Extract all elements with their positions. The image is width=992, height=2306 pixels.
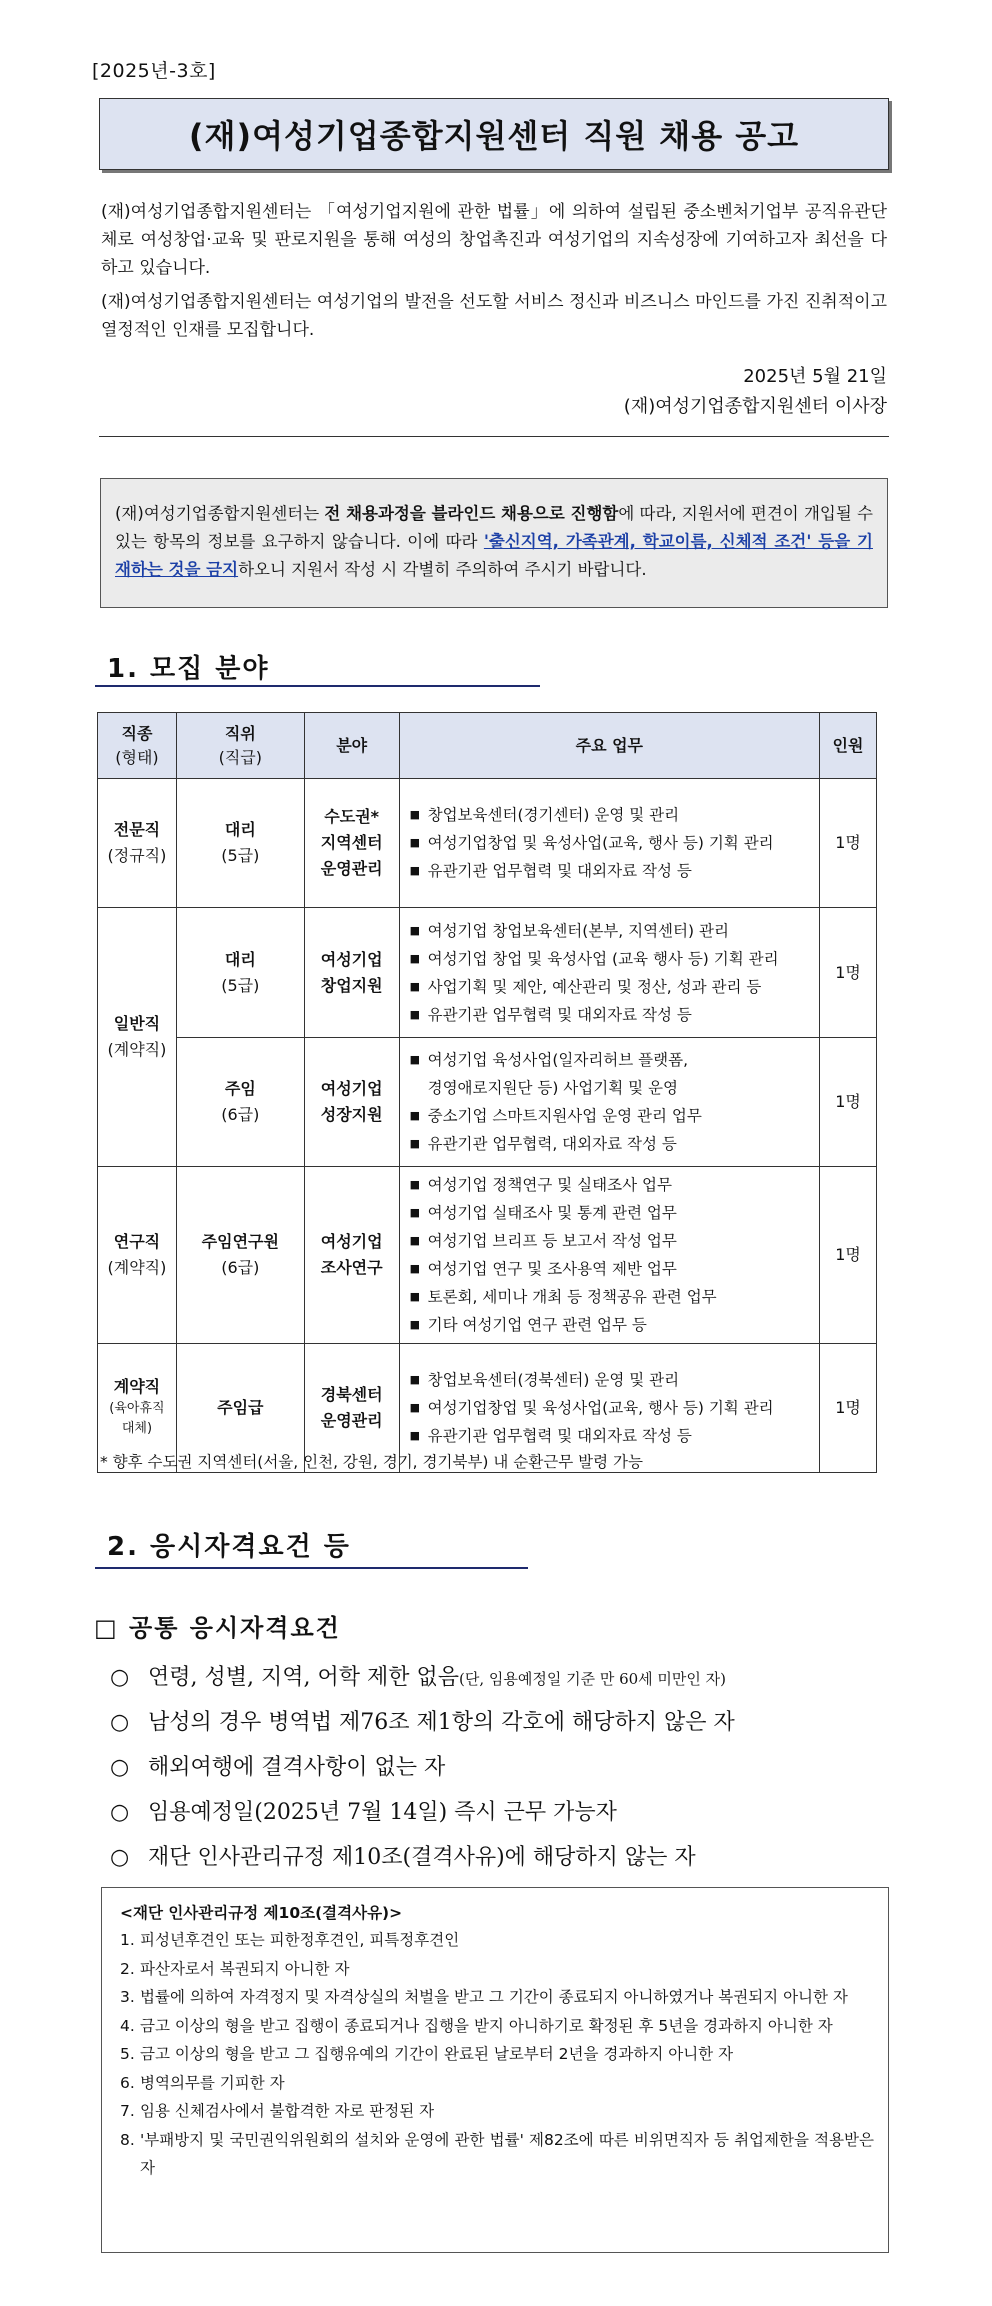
duty-item: ■ 창업보육센터(경북센터) 운영 및 관리 [410,1366,811,1394]
circle-bullet-icon: ○ [110,1800,130,1825]
rules-list [120,1926,874,2183]
table-row [98,779,877,908]
page-title-text: (재)여성기업종합지원센터 직원 채용 공고 [188,117,800,155]
section-1-title: 1. 모집 분야 [107,654,270,684]
duty-item: ■ 여성기업 정책연구 및 실태조사 업무 [410,1171,811,1199]
circle-bullet-icon: ○ [110,1755,130,1780]
requirements-list [110,1655,910,1880]
cell-type: 계약직 (육아휴직 대체) [98,1344,177,1473]
cell-position: 주임 (6급) [176,1038,304,1167]
blind-recruitment-notice [100,478,888,608]
list-item: ○ 재단 인사관리규정 제10조(결격사유)에 해당하지 않는 자 [110,1835,910,1880]
section-2-underline [95,1567,528,1569]
duty-item: ■ 여성기업 브리프 등 보고서 작성 업무 [410,1227,811,1255]
duty-item: ■ 창업보육센터(경기센터) 운영 및 관리 [410,801,811,829]
section-2-title: 2. 응시자격요건 등 [107,1532,351,1562]
duty-item-continued: 경영애로지원단 등) 사업기획 및 운영 [427,1079,678,1097]
duty-item: ■ 기타 여성기업 연구 관련 업무 등 [410,1311,811,1339]
header-duties: 주요 업무 [399,713,819,779]
common-requirements-heading: □ 공통 응시자격요건 [94,1614,341,1642]
list-item: ○ 연령, 성별, 지역, 어학 제한 없음(단, 임용예정일 기준 만 60세 미만인 자) [110,1655,910,1700]
disqualification-rules-box [101,1887,889,2253]
duty-item: ■ 여성기업 육성사업(일자리허브 플랫폼, [410,1046,811,1074]
duty-item: ■ 유관기관 업무협력, 대외자료 작성 등 [410,1130,811,1158]
rules-heading: <재단 인사관리규정 제10조(결격사유)> [120,1904,403,1922]
list-item: 8. '부패방지 및 국민권익위원회의 설치와 운영에 관한 법률' 제82조에 따른 비위면직자 등 취업제한을 적용받은 자 [120,2130,874,2177]
cell-field: 여성기업 조사연구 [304,1167,399,1344]
header-type: 직종 (형태) [98,713,177,779]
intro-paragraph-1: (재)여성기업종합지원센터는 「여성기업지원에 관한 법률」에 의하여 설립된 중소벤처기업부 공직유관단체로 여성창업·교육 및 판로지원을 통해 여성의 창업촉진과 여성기업의 지속성장에 기여하고자 최선을 다하고 있습니다. [101,202,887,278]
duty-item: ■ 토론회, 세미나 개최 등 정책공유 관련 업무 [410,1283,811,1311]
duty-item: ■ 여성기업 연구 및 조사용역 제반 업무 [410,1255,811,1283]
notice-text-1: (재)여성기업종합지원센터는 [115,504,325,523]
list-item: 5. 금고 이상의 형을 받고 그 집행유예의 기간이 완료된 날로부터 2년을 경과하지 아니한 자 [120,2045,734,2063]
list-item: 6. 병역의무를 기피한 자 [120,2073,285,2092]
duty-item: ■ 중소기업 스마트지원사업 운영 관리 업무 [410,1102,811,1130]
table-header-row [98,713,877,779]
notice-text-2: 에 따라, 지원서에 편견이 개입될 수 있는 항목의 정보를 요구하지 않습니다. 이에 따라 [115,504,873,551]
duty-item: ■ 유관기관 업무협력 및 대외자료 작성 등 [410,857,811,885]
cell-count: 1명 [820,1038,877,1167]
cell-count: 1명 [820,779,877,908]
cell-field: 여성기업 성장지원 [304,1038,399,1167]
divider [99,436,889,437]
issue-number: [2025년-3호] [92,60,216,82]
table-row [98,1038,877,1167]
header-field: 분야 [304,713,399,779]
duty-item: ■ 유관기관 업무협력 및 대외자료 작성 등 [410,1001,811,1029]
cell-field: 수도권* 지역센터 운영관리 [304,779,399,908]
table-row [98,1167,877,1344]
cell-count: 1명 [820,1344,877,1473]
cell-position: 주임연구원 (6급) [176,1167,304,1344]
duty-item: ■ 유관기관 업무협력 및 대외자료 작성 등 [410,1422,811,1450]
cell-field: 경북센터 운영관리 [304,1344,399,1473]
announcement-date: 2025년 5월 21일 [743,366,887,387]
duty-item: ■ 여성기업 실태조사 및 통계 관련 업무 [410,1199,811,1227]
cell-duties [399,1167,819,1344]
section-1-underline [95,685,540,687]
notice-text-3: 하오니 지원서 작성 시 각별히 주의하여 주시기 바랍니다. [238,560,647,579]
cell-duties [399,1038,819,1167]
recruitment-table [97,712,877,1473]
cell-position: 대리 (5급) [176,779,304,908]
list-item: 7. 임용 신체검사에서 불합격한 자로 판정된 자 [120,2102,435,2120]
header-count: 인원 [820,713,877,779]
cell-count: 1명 [820,908,877,1038]
cell-type: 전문직 (정규직) [98,779,177,908]
duty-item: ■ 여성기업창업 및 육성사업(교육, 행사 등) 기획 관리 [410,1394,811,1422]
list-item: 1. 피성년후견인 또는 피한정후견인, 피특정후견인 [120,1931,460,1949]
cell-type: 일반직 (계약직) [98,908,177,1167]
notice-prohibited-items: '출신지역, 가족관계, 학교이름, 신체적 조건' 등을 기재하는 것을 금지 [115,532,873,579]
cell-position: 주임급 [176,1344,304,1473]
cell-position: 대리 (5급) [176,908,304,1038]
circle-bullet-icon: ○ [110,1710,130,1735]
cell-duties [399,779,819,908]
cell-count: 1명 [820,1167,877,1344]
list-item: ○ 임용예정일(2025년 7월 14일) 즉시 근무 가능자 [110,1790,910,1835]
duty-item: ■ 여성기업창업 및 육성사업(교육, 행사 등) 기획 관리 [410,829,811,857]
intro-text [101,198,887,350]
duty-item: ■ 여성기업 창업보육센터(본부, 지역센터) 관리 [410,917,811,945]
list-item: ○ 해외여행에 결격사항이 없는 자 [110,1745,910,1790]
duty-item: ■ 여성기업 창업 및 육성사업 (교육 행사 등) 기획 관리 [410,945,811,973]
header-position: 직위 (직급) [176,713,304,779]
footnote: * 향후 수도권 지역센터(서울, 인천, 강원, 경기, 경기북부) 내 순환근무 발령 가능 [100,1453,643,1471]
table-row [98,908,877,1038]
list-item: ○ 남성의 경우 병역법 제76조 제1항의 각호에 해당하지 않은 자 [110,1700,910,1745]
list-item: 3. 법률에 의하여 자격정지 및 자격상실의 처벌을 받고 그 기간이 종료되지 아니하였거나 복권되지 아니한 자 [120,1988,848,2006]
notice-bold: 전 채용과정을 블라인드 채용으로 진행함 [324,504,619,523]
list-item: 4. 금고 이상의 형을 받고 집행이 종료되거나 집행을 받지 아니하기로 확정된 후 5년을 경과하지 아니한 자 [120,2016,833,2035]
signer: (재)여성기업종합지원센터 이사장 [623,396,887,417]
cell-field: 여성기업 창업지원 [304,908,399,1038]
circle-bullet-icon: ○ [110,1665,130,1690]
list-item: 2. 파산자로서 복권되지 아니한 자 [120,1959,350,1978]
cell-type: 연구직 (계약직) [98,1167,177,1344]
intro-paragraph-2: (재)여성기업종합지원센터는 여성기업의 발전을 선도할 서비스 정신과 비즈니스 마인드를 가진 진취적이고 열정적인 인재를 모집합니다. [101,292,887,340]
circle-bullet-icon: ○ [110,1845,130,1870]
page-title [99,98,889,170]
cell-duties [399,908,819,1038]
duty-item: ■ 사업기획 및 제안, 예산관리 및 정산, 성과 관리 등 [410,973,811,1001]
